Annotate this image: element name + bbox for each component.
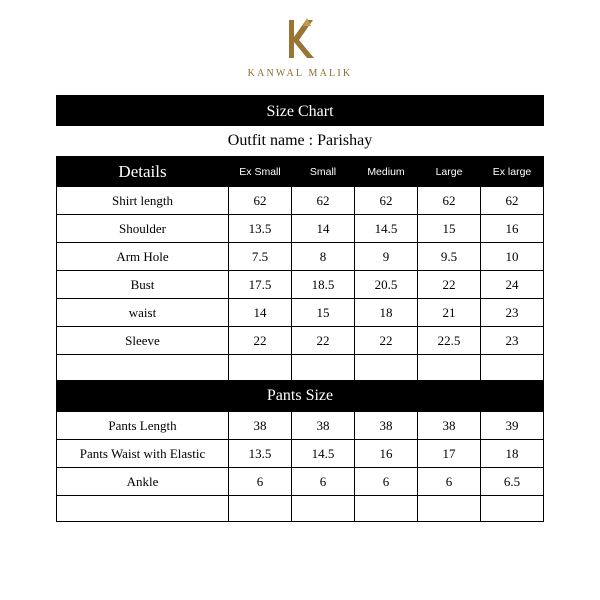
- cell-value: 23: [481, 299, 544, 327]
- cell-value: 18: [481, 440, 544, 468]
- row-label: Shirt length: [57, 187, 229, 215]
- table-row: [57, 299, 544, 327]
- spacer-cell: [57, 355, 229, 381]
- cell-value: 38: [355, 412, 418, 440]
- cell-value: 6: [292, 468, 355, 496]
- cell-value: 22: [355, 327, 418, 355]
- table-spacer-row: [57, 355, 544, 381]
- table-spacer-row: [57, 496, 544, 522]
- cell-value: 6: [229, 468, 292, 496]
- cell-value: 14.5: [292, 440, 355, 468]
- row-label: Arm Hole: [57, 243, 229, 271]
- brand-logo: [0, 0, 600, 79]
- table-row: [57, 271, 544, 299]
- header-size-ex-small: Ex Small: [229, 157, 292, 187]
- cell-value: 20.5: [355, 271, 418, 299]
- table-row: [57, 215, 544, 243]
- cell-value: 6.5: [481, 468, 544, 496]
- spacer-cell: [481, 355, 544, 381]
- cell-value: 7.5: [229, 243, 292, 271]
- cell-value: 18.5: [292, 271, 355, 299]
- cell-value: 22: [418, 271, 481, 299]
- cell-value: 13.5: [229, 215, 292, 243]
- size-chart-table-wrapper: [56, 95, 544, 522]
- cell-value: 15: [418, 215, 481, 243]
- monogram-k-icon: [277, 16, 323, 62]
- table-header-row: [57, 157, 544, 187]
- cell-value: 38: [292, 412, 355, 440]
- cell-value: 18: [355, 299, 418, 327]
- cell-value: 6: [355, 468, 418, 496]
- spacer-cell: [229, 496, 292, 522]
- cell-value: 16: [355, 440, 418, 468]
- cell-value: 10: [481, 243, 544, 271]
- cell-value: 62: [229, 187, 292, 215]
- cell-value: 39: [481, 412, 544, 440]
- header-size-small: Small: [292, 157, 355, 187]
- cell-value: 9.5: [418, 243, 481, 271]
- cell-value: 14: [292, 215, 355, 243]
- header-size-medium: Medium: [355, 157, 418, 187]
- cell-value: 62: [292, 187, 355, 215]
- row-label: Pants Length: [57, 412, 229, 440]
- cell-value: 14: [229, 299, 292, 327]
- spacer-cell: [355, 496, 418, 522]
- table-row: [57, 327, 544, 355]
- cell-value: 15: [292, 299, 355, 327]
- table-row: [57, 468, 544, 496]
- spacer-cell: [292, 355, 355, 381]
- spacer-cell: [418, 496, 481, 522]
- cell-value: 38: [418, 412, 481, 440]
- pants-section-header: [57, 381, 544, 412]
- brand-name: KANWAL MALIK: [247, 68, 353, 79]
- cell-value: 14.5: [355, 215, 418, 243]
- cell-value: 8: [292, 243, 355, 271]
- cell-value: 17.5: [229, 271, 292, 299]
- cell-value: 21: [418, 299, 481, 327]
- row-label: Sleeve: [57, 327, 229, 355]
- header-size-large: Large: [418, 157, 481, 187]
- header-size-ex-large: Ex large: [481, 157, 544, 187]
- cell-value: 6: [418, 468, 481, 496]
- cell-value: 22: [292, 327, 355, 355]
- row-label: Pants Waist with Elastic: [57, 440, 229, 468]
- cell-value: 38: [229, 412, 292, 440]
- table-row: [57, 243, 544, 271]
- row-label: waist: [57, 299, 229, 327]
- table-row: [57, 412, 544, 440]
- row-label: Shoulder: [57, 215, 229, 243]
- outfit-name-row: Outfit name : Parishay: [56, 126, 544, 156]
- spacer-cell: [418, 355, 481, 381]
- cell-value: 13.5: [229, 440, 292, 468]
- cell-value: 62: [418, 187, 481, 215]
- cell-value: 23: [481, 327, 544, 355]
- row-label: Bust: [57, 271, 229, 299]
- chart-title-band: Size Chart: [56, 95, 544, 126]
- cell-value: 24: [481, 271, 544, 299]
- pants-section-title: Pants Size: [57, 381, 544, 412]
- spacer-cell: [57, 496, 229, 522]
- spacer-cell: [292, 496, 355, 522]
- table-row: [57, 187, 544, 215]
- cell-value: 62: [481, 187, 544, 215]
- measurements-table: [56, 156, 544, 522]
- cell-value: 16: [481, 215, 544, 243]
- table-row: [57, 440, 544, 468]
- cell-value: 62: [355, 187, 418, 215]
- row-label: Ankle: [57, 468, 229, 496]
- cell-value: 22.5: [418, 327, 481, 355]
- spacer-cell: [481, 496, 544, 522]
- cell-value: 9: [355, 243, 418, 271]
- header-details: Details: [57, 157, 229, 187]
- spacer-cell: [355, 355, 418, 381]
- spacer-cell: [229, 355, 292, 381]
- cell-value: 22: [229, 327, 292, 355]
- cell-value: 17: [418, 440, 481, 468]
